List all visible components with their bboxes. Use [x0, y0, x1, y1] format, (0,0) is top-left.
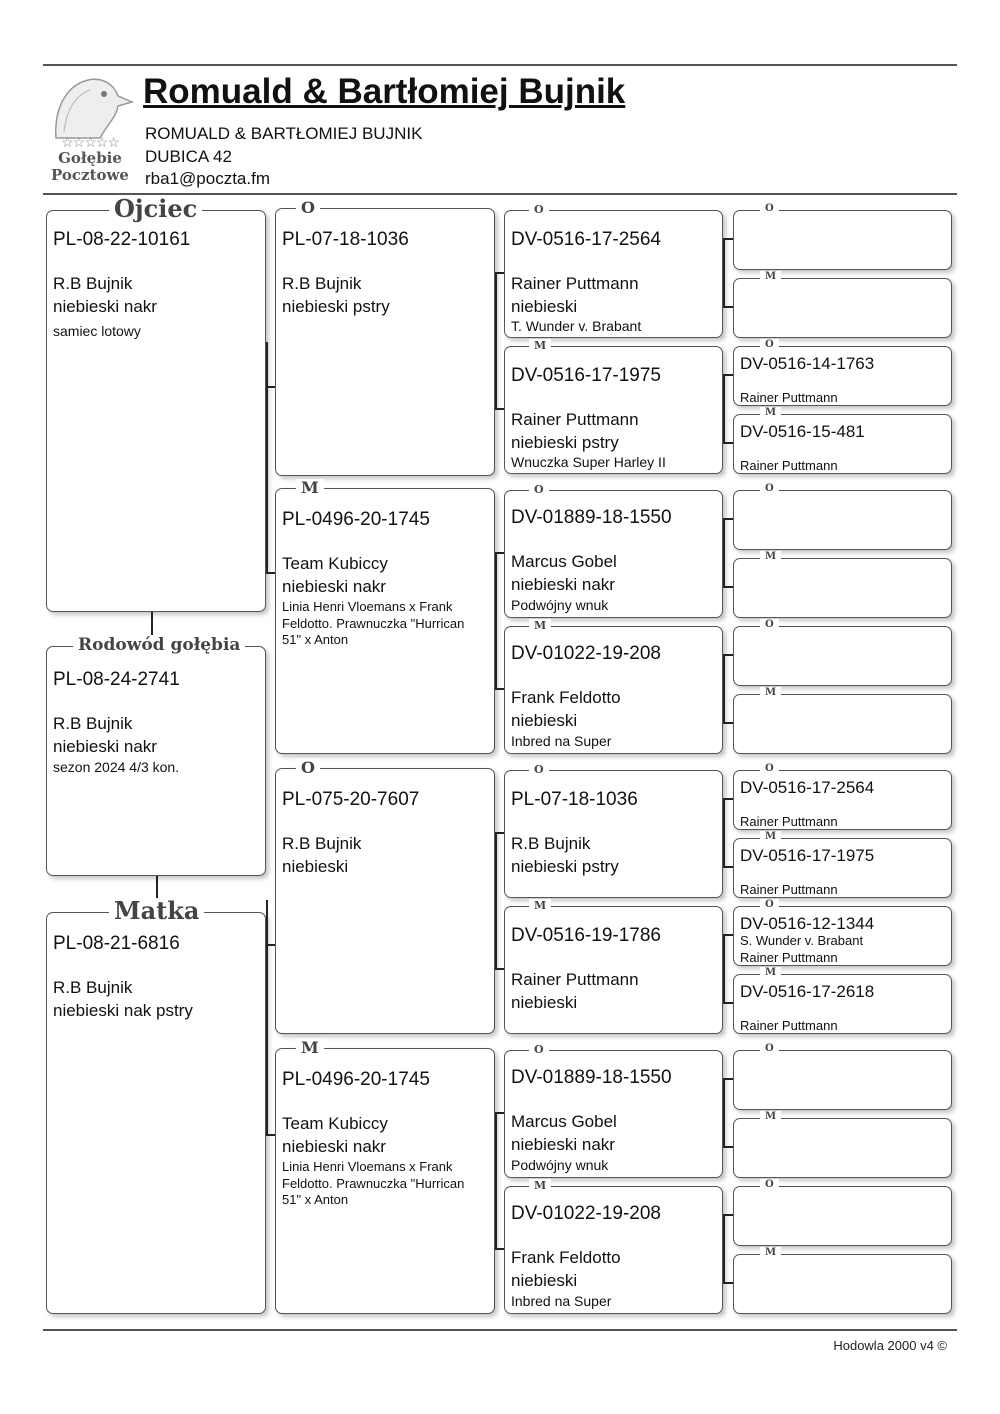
sire-label: O — [760, 899, 779, 911]
gen2-breeder: R.B Bujnik — [282, 834, 362, 853]
gen3-box — [504, 483, 723, 618]
connector — [723, 866, 733, 868]
pigeon-breeder: R.B Bujnik — [53, 714, 133, 733]
pigeon-box — [46, 635, 266, 876]
gen3-breeder: Rainer Puttmann — [511, 970, 639, 989]
gen2-note: Linia Henri Vloemans x Frank Feldotto. Prawnuczka "Hurrican 51" x Anton — [282, 1159, 465, 1207]
gen3-box — [504, 899, 723, 1034]
top-rule — [43, 64, 957, 66]
dam-label: M — [760, 1111, 781, 1123]
connector — [723, 934, 725, 1002]
gen3-ring: DV-01889-18-1550 — [511, 1067, 672, 1088]
connector — [723, 1282, 733, 1284]
gen2-box — [275, 1038, 495, 1314]
gen3-breeder: Rainer Puttmann — [511, 274, 639, 293]
dam-label: M — [529, 1179, 551, 1192]
gen4-box — [733, 763, 952, 830]
gen3-note: Inbred na Super — [511, 1293, 612, 1309]
gen3-ring: DV-01022-19-208 — [511, 1203, 661, 1224]
gen4-box — [733, 1179, 952, 1246]
gen4-box — [733, 339, 952, 406]
connector — [723, 934, 733, 936]
gen2-breeder: Team Kubiccy — [282, 554, 388, 573]
gen3-color: niebieski nakr — [511, 575, 615, 594]
gen4-breeder: Rainer Puttmann — [740, 1018, 838, 1033]
connector — [495, 272, 504, 274]
dam-label: M — [529, 339, 551, 352]
connector — [266, 900, 268, 1136]
gen4-ring: DV-0516-12-1344 — [740, 914, 875, 933]
connector — [723, 306, 733, 308]
gen3-breeder: Marcus Gobel — [511, 552, 617, 571]
gen4-box — [733, 1043, 952, 1110]
connector — [495, 688, 504, 690]
father-ring: PL-08-22-10161 — [53, 229, 191, 250]
sire-label: O — [760, 483, 779, 495]
gen4-breeder: Rainer Puttmann — [740, 882, 838, 897]
gen3-ring: PL-07-18-1036 — [511, 789, 638, 810]
mother-breeder: R.B Bujnik — [53, 978, 133, 997]
gen3-color: niebieski pstry — [511, 857, 619, 876]
gen3-ring: DV-0516-17-2564 — [511, 229, 661, 250]
gen4-box — [733, 407, 952, 474]
gen3-color: niebieski — [511, 297, 578, 316]
gen2-ring: PL-07-18-1036 — [282, 229, 409, 250]
dam-label: M — [760, 407, 781, 419]
logo-text-2: Pocztowe — [51, 166, 129, 184]
connector — [495, 832, 504, 834]
connector — [495, 1112, 497, 1248]
gen2-breeder: Team Kubiccy — [282, 1114, 388, 1133]
connector — [723, 798, 725, 866]
gen3-box — [504, 339, 723, 474]
connector — [495, 1112, 504, 1114]
mother-box — [46, 896, 266, 1314]
connector — [723, 586, 733, 588]
gen4-box — [733, 687, 952, 754]
gen3-note: T. Wunder v. Brabant — [511, 318, 642, 334]
owner-name: ROMUALD & BARTŁOMIEJ BUJNIK — [145, 124, 423, 143]
gen3-ring: DV-0516-19-1786 — [511, 925, 661, 946]
sire-label: O — [760, 203, 779, 215]
mother-label: Matka — [109, 898, 204, 924]
gen4-box — [733, 899, 952, 966]
dam-label: M — [760, 1247, 781, 1259]
mother-color: niebieski nak pstry — [53, 1001, 193, 1020]
connector — [723, 1214, 733, 1216]
father-color: niebieski nakr — [53, 297, 157, 316]
connector — [266, 1134, 275, 1136]
connector — [723, 798, 733, 800]
father-note: samiec lotowy — [53, 323, 141, 339]
gen2-box — [275, 198, 495, 476]
connector — [495, 408, 504, 410]
pigeon-head-icon — [44, 72, 136, 142]
gen4-box — [733, 483, 952, 550]
connector — [723, 654, 733, 656]
gen4-box — [733, 967, 952, 1034]
connector — [266, 572, 275, 574]
sire-label: O — [529, 483, 549, 496]
connector — [495, 832, 497, 968]
gen3-color: niebieski — [511, 1271, 578, 1290]
gen4-ring: DV-0516-14-1763 — [740, 354, 875, 373]
gen2-color: niebieski nakr — [282, 577, 386, 596]
gen4-breeder: Rainer Puttmann — [740, 814, 838, 829]
gen3-box — [504, 203, 723, 338]
gen3-color: niebieski nakr — [511, 1135, 615, 1154]
connector — [495, 272, 497, 408]
sire-label: O — [760, 619, 779, 631]
gen3-breeder: Rainer Puttmann — [511, 410, 639, 429]
gen3-note: Inbred na Super — [511, 733, 612, 749]
gen2-ring: PL-075-20-7607 — [282, 789, 420, 810]
gen3-note: Podwójny wnuk — [511, 1157, 609, 1173]
gen2-color: niebieski — [282, 857, 349, 876]
footer-rule — [43, 1329, 957, 1331]
sire-label: O — [296, 199, 320, 217]
gen3-box — [504, 1043, 723, 1178]
gen4-box — [733, 203, 952, 270]
gen4-extra: S. Wunder v. Brabant — [740, 933, 864, 948]
dam-label: M — [760, 687, 781, 699]
gen2-ring: PL-0496-20-1745 — [282, 1069, 430, 1090]
dam-label: M — [529, 619, 551, 632]
owner-email: rba1@poczta.fm — [145, 169, 270, 188]
connector — [723, 1214, 725, 1282]
connector — [495, 968, 504, 970]
connector — [723, 1002, 733, 1004]
dam-label: M — [760, 551, 781, 563]
sire-label: O — [760, 1043, 779, 1055]
connector — [495, 1248, 504, 1250]
connector — [723, 1078, 733, 1080]
gen3-box — [504, 763, 723, 898]
sire-label: O — [529, 203, 549, 216]
pigeon-color: niebieski nakr — [53, 737, 157, 756]
gen3-color: niebieski — [511, 993, 578, 1012]
gen2-ring: PL-0496-20-1745 — [282, 509, 430, 530]
gen3-box — [504, 619, 723, 754]
sire-label: O — [760, 763, 779, 775]
gen4-box — [733, 1247, 952, 1314]
connector — [266, 342, 268, 572]
gen2-box — [275, 758, 495, 1034]
gen4-breeder: Rainer Puttmann — [740, 458, 838, 473]
connector — [723, 1078, 725, 1146]
logo-stars: ☆☆☆☆☆ — [61, 134, 119, 150]
footer-text: Hodowla 2000 v4 © — [833, 1338, 947, 1353]
gen4-ring: DV-0516-15-481 — [740, 422, 865, 441]
dam-label: M — [760, 271, 781, 283]
connector — [266, 944, 275, 946]
gen4-breeder: Rainer Puttmann — [740, 950, 838, 965]
gen2-color: niebieski pstry — [282, 297, 390, 316]
gen3-ring: DV-0516-17-1975 — [511, 365, 661, 386]
pigeon-ring: PL-08-24-2741 — [53, 669, 180, 690]
connector — [723, 518, 733, 520]
connector — [723, 374, 725, 442]
pedigree-label: Rodowód gołębia — [73, 635, 245, 655]
gen4-ring: DV-0516-17-2618 — [740, 982, 875, 1001]
gen4-box — [733, 1111, 952, 1178]
gen4-box — [733, 619, 952, 686]
connector — [723, 238, 733, 240]
connector — [723, 518, 725, 586]
gen3-ring: DV-01022-19-208 — [511, 643, 661, 664]
connector — [495, 552, 497, 688]
gen3-color: niebieski — [511, 711, 578, 730]
gen2-color: niebieski nakr — [282, 1137, 386, 1156]
logo-text-1: Gołębie — [58, 149, 122, 167]
dam-label: M — [296, 1039, 324, 1057]
gen3-breeder: R.B Bujnik — [511, 834, 591, 853]
gen3-color: niebieski pstry — [511, 433, 619, 452]
gen4-box — [733, 551, 952, 618]
connector — [723, 654, 725, 722]
dam-label: M — [529, 899, 551, 912]
pigeon-note: sezon 2024 4/3 kon. — [53, 759, 180, 775]
owner-address: DUBICA 42 — [145, 147, 232, 166]
gen3-note: Podwójny wnuk — [511, 597, 609, 613]
dam-label: M — [760, 831, 781, 843]
page-title: Romuald & Bartłomiej Bujnik — [143, 72, 626, 111]
gen4-box — [733, 271, 952, 338]
connector — [723, 722, 733, 724]
gen4-ring: DV-0516-17-2564 — [740, 778, 875, 797]
gen4-breeder: Rainer Puttmann — [740, 390, 838, 405]
gen3-note: Wnuczka Super Harley II — [511, 454, 666, 470]
connector — [723, 374, 733, 376]
gen3-breeder: Frank Feldotto — [511, 1248, 621, 1267]
gen2-note: Linia Henri Vloemans x Frank Feldotto. Prawnuczka "Hurrican 51" x Anton — [282, 599, 465, 647]
connector — [266, 386, 275, 388]
sire-label: O — [760, 1179, 779, 1191]
dam-label: M — [296, 479, 324, 497]
father-label: Ojciec — [109, 196, 202, 222]
connector — [723, 238, 725, 306]
father-breeder: R.B Bujnik — [53, 274, 133, 293]
mother-ring: PL-08-21-6816 — [53, 933, 180, 954]
sire-label: O — [296, 759, 320, 777]
gen3-ring: DV-01889-18-1550 — [511, 507, 672, 528]
gen4-ring: DV-0516-17-1975 — [740, 846, 875, 865]
gen3-breeder: Frank Feldotto — [511, 688, 621, 707]
dam-label: M — [760, 967, 781, 979]
gen3-box — [504, 1179, 723, 1314]
gen4-box — [733, 831, 952, 898]
connector — [723, 442, 733, 444]
pigeon-logo — [44, 72, 136, 184]
connector — [495, 552, 504, 554]
sire-label: O — [529, 763, 549, 776]
sire-label: O — [529, 1043, 549, 1056]
gen3-breeder: Marcus Gobel — [511, 1112, 617, 1131]
gen2-box — [275, 478, 495, 754]
gen2-breeder: R.B Bujnik — [282, 274, 362, 293]
connector — [723, 1146, 733, 1148]
sire-label: O — [760, 339, 779, 351]
father-box — [46, 194, 266, 612]
